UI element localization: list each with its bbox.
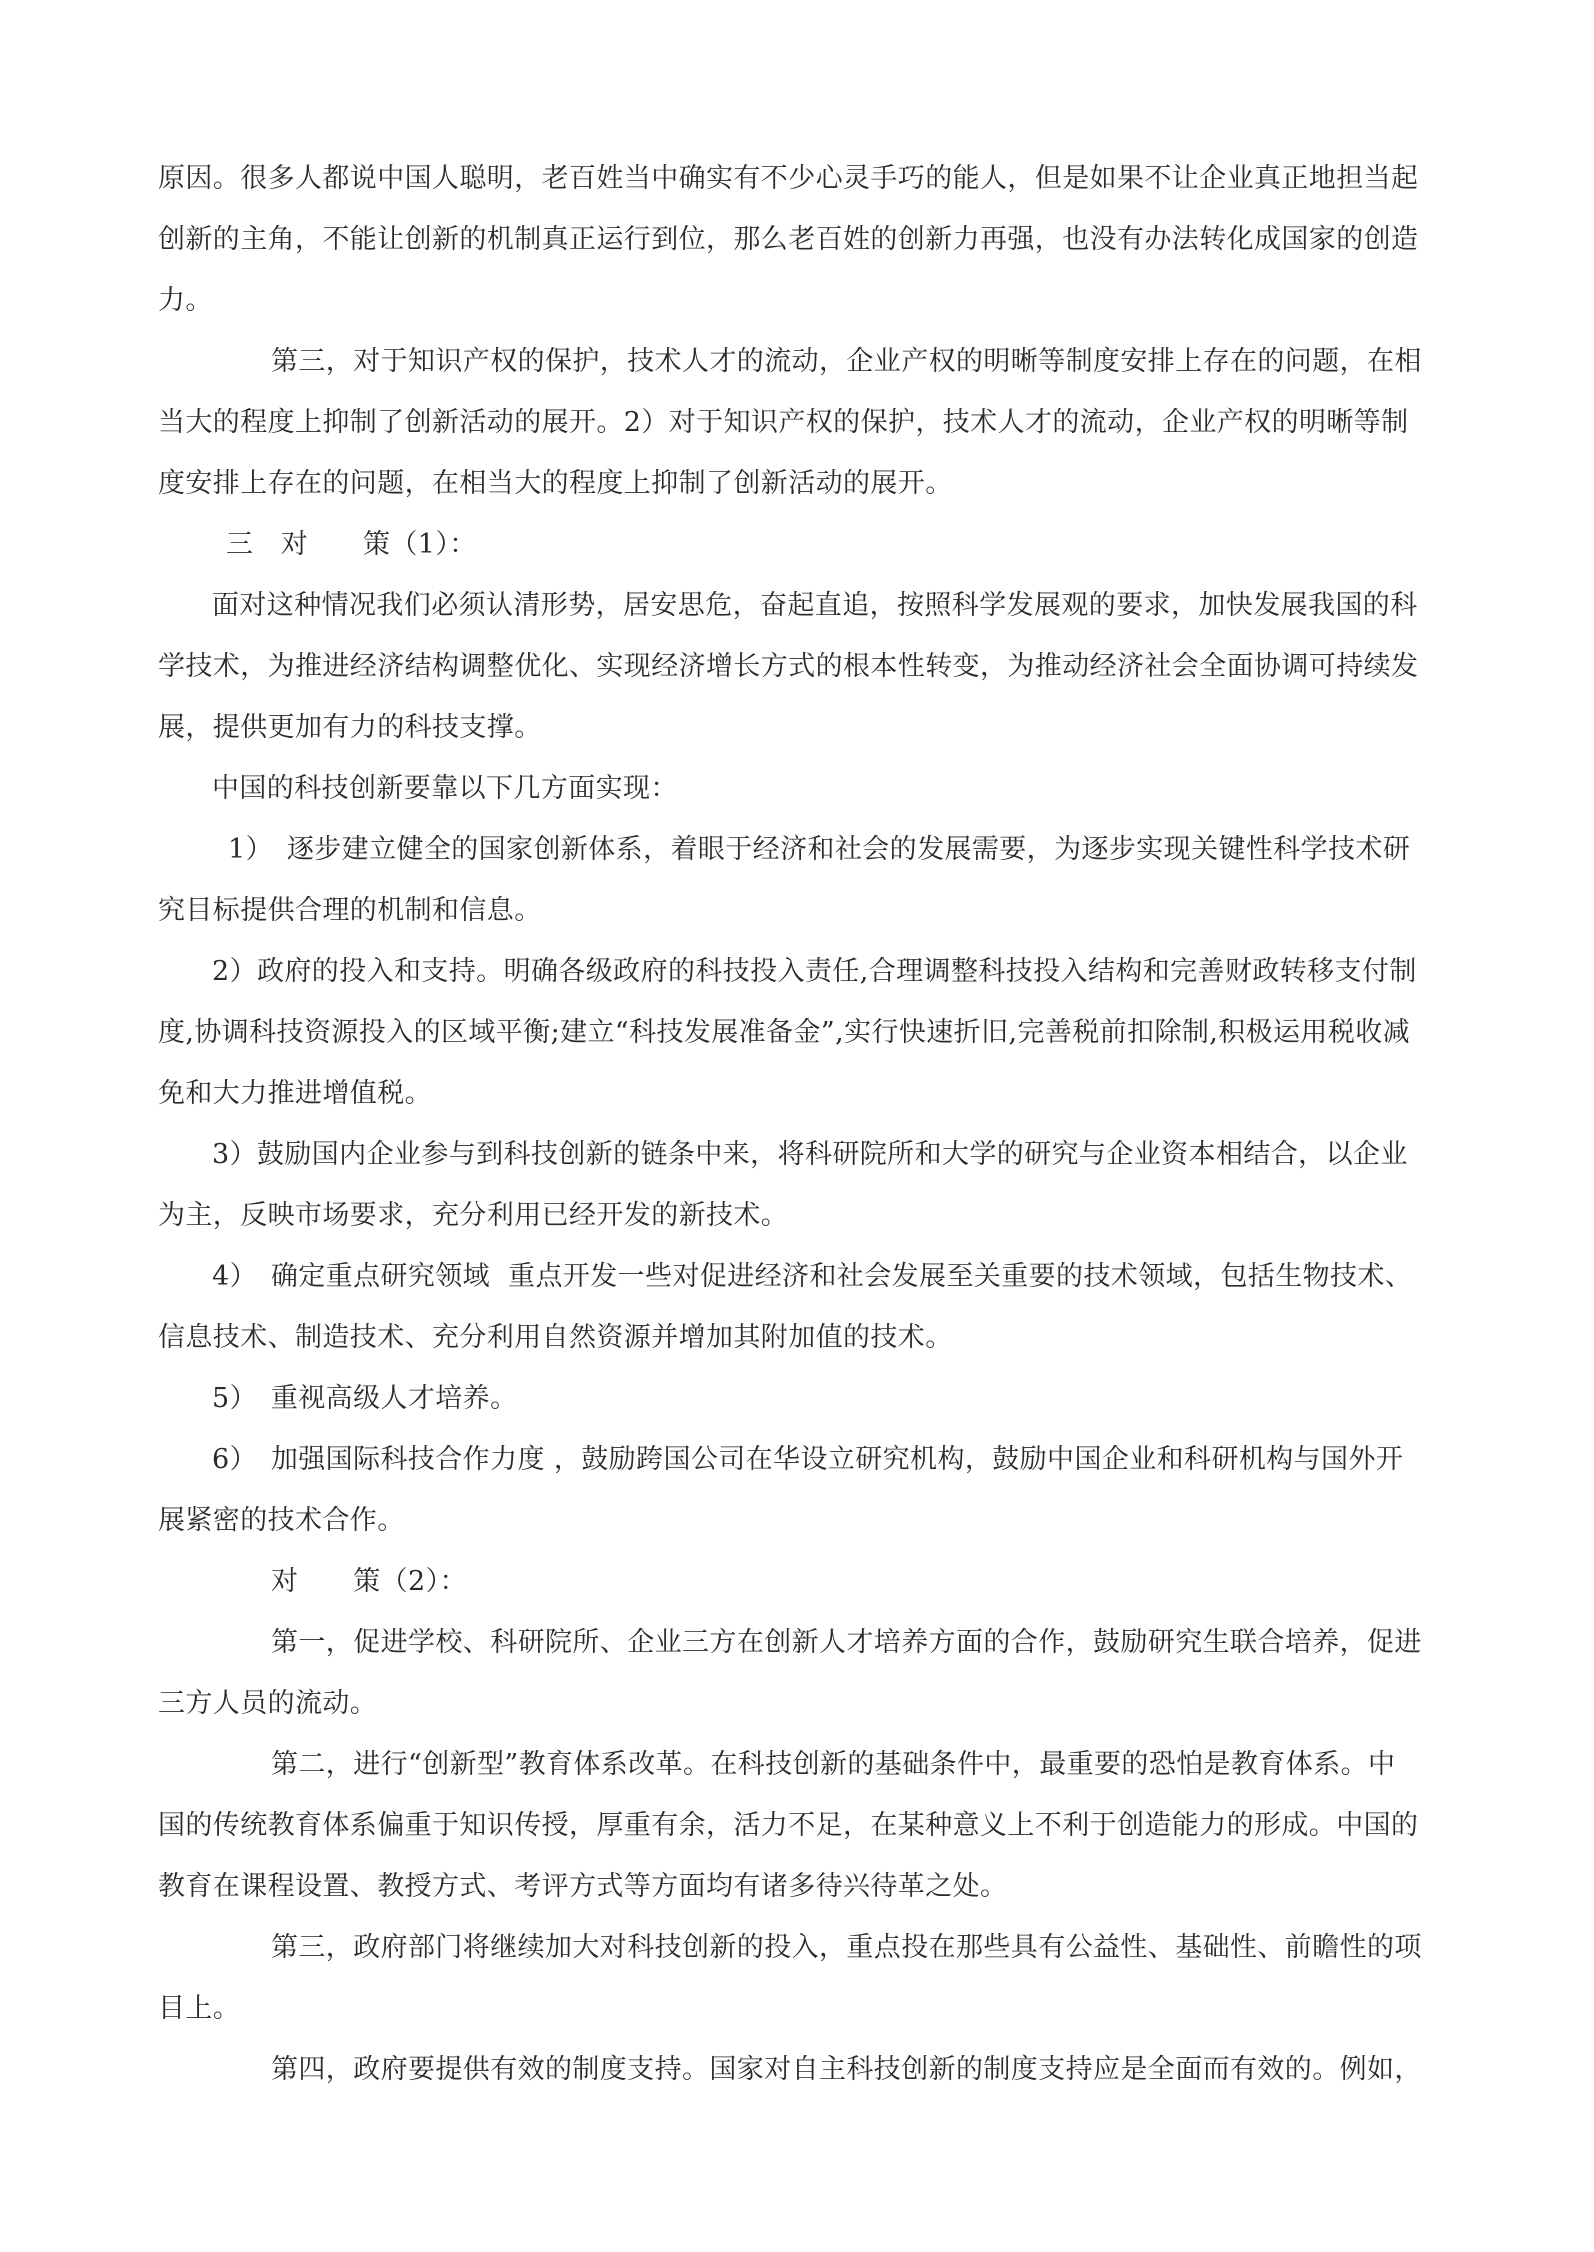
paragraph-second xyxy=(158,1734,1448,1917)
text-line: 第四，政府要提供有效的制度支持。国家对自主科技创新的制度支持应是全面而有效的。例如， xyxy=(271,2054,1422,2085)
text-line: 创新的主角，不能让创新的机制真正运行到位，那么老百姓的创新力再强，也没有办法转化成国家的创造 xyxy=(158,224,1419,255)
paragraph-third-cause xyxy=(158,331,1448,514)
list-item-6 xyxy=(158,1429,1448,1551)
text-line: 中国的科技创新要靠以下几方面实现： xyxy=(212,773,678,804)
heading-text: 对 策（2）： xyxy=(271,1566,467,1597)
list-item-2 xyxy=(158,941,1448,1124)
text-line: 第三，对于知识产权的保护，技术人才的流动，企业产权的明晰等制度安排上存在的问题，在相 xyxy=(271,346,1422,377)
document-body xyxy=(158,148,1448,2100)
list-item-3 xyxy=(158,1124,1448,1246)
text-line: 三方人员的流动。 xyxy=(158,1688,378,1719)
heading-text: 三 对 策（1）： xyxy=(226,529,477,560)
list-item-4 xyxy=(158,1246,1448,1368)
text-line: 6） 加强国际科技合作力度 ，鼓励跨国公司在华设立研究机构，鼓励中国企业和科研机构与国外开 xyxy=(212,1444,1404,1475)
text-line: 4） 确定重点研究领域 重点开发一些对促进经济和社会发展至关重要的技术领域，包括生物技术、 xyxy=(212,1261,1413,1292)
paragraph-intro xyxy=(158,575,1448,758)
text-line: 信息技术、制造技术、充分利用自然资源并增加其附加值的技术。 xyxy=(158,1322,953,1353)
paragraph-causes-continued xyxy=(158,148,1448,331)
section-heading-countermeasures-2 xyxy=(158,1551,1448,1612)
text-line: 度安排上存在的问题，在相当大的程度上抑制了创新活动的展开。 xyxy=(158,468,953,499)
text-line: 第一，促进学校、科研院所、企业三方在创新人才培养方面的合作，鼓励研究生联合培养，促进 xyxy=(271,1627,1422,1658)
list-item-1 xyxy=(158,819,1448,941)
text-line: 2）政府的投入和支持。明确各级政府的科技投入责任,合理调整科技投入结构和完善财政转移支付制 xyxy=(212,956,1417,987)
paragraph-third xyxy=(158,1917,1448,2039)
text-line: 度,协调科技资源投入的区域平衡;建立“科技发展准备金”,实行快速折旧,完善税前扣除制,积极运用税收减 xyxy=(158,1017,1411,1048)
section-heading-countermeasures-1 xyxy=(158,514,1448,575)
text-line: 免和大力推进增值税。 xyxy=(158,1078,432,1109)
text-line: 目上。 xyxy=(158,1993,241,2024)
paragraph-fourth xyxy=(158,2039,1448,2100)
text-line: 学技术，为推进经济结构调整优化、实现经济增长方式的根本性转变，为推动经济社会全面协调可持续发 xyxy=(158,651,1419,682)
text-line: 展，提供更加有力的科技支撑。 xyxy=(158,712,542,743)
list-item-5 xyxy=(158,1368,1448,1429)
text-line: 展紧密的技术合作。 xyxy=(158,1505,405,1536)
text-line: 究目标提供合理的机制和信息。 xyxy=(158,895,542,926)
text-line: 教育在课程设置、教授方式、考评方式等方面均有诸多待兴待革之处。 xyxy=(158,1871,1008,1902)
text-line: 1） 逐步建立健全的国家创新体系，着眼于经济和社会的发展需要，为逐步实现关键性科学技术研 xyxy=(228,834,1411,865)
text-line: 5） 重视高级人才培养。 xyxy=(212,1383,518,1414)
paragraph-list-intro xyxy=(158,758,1448,819)
text-line: 第二，进行“创新型”教育体系改革。在科技创新的基础条件中，最重要的恐怕是教育体系。中 xyxy=(271,1749,1396,1780)
text-line: 力。 xyxy=(158,285,213,316)
text-line: 为主，反映市场要求，充分利用已经开发的新技术。 xyxy=(158,1200,789,1231)
paragraph-first xyxy=(158,1612,1448,1734)
text-line: 当大的程度上抑制了创新活动的展开。2）对于知识产权的保护，技术人才的流动，企业产权的明晰等制 xyxy=(158,407,1409,438)
text-line: 面对这种情况我们必须认清形势，居安思危，奋起直追，按照科学发展观的要求，加快发展我国的科 xyxy=(212,590,1418,621)
text-line: 3）鼓励国内企业参与到科技创新的链条中来，将科研院所和大学的研究与企业资本相结合，以企业 xyxy=(212,1139,1408,1170)
text-line: 第三，政府部门将继续加大对科技创新的投入，重点投在那些具有公益性、基础性、前瞻性的项 xyxy=(271,1932,1422,1963)
text-line: 原因。很多人都说中国人聪明，老百姓当中确实有不少心灵手巧的能人，但是如果不让企业真正地担当起 xyxy=(158,163,1419,194)
text-line: 国的传统教育体系偏重于知识传授，厚重有余，活力不足，在某种意义上不利于创造能力的形成。中国的 xyxy=(158,1810,1419,1841)
